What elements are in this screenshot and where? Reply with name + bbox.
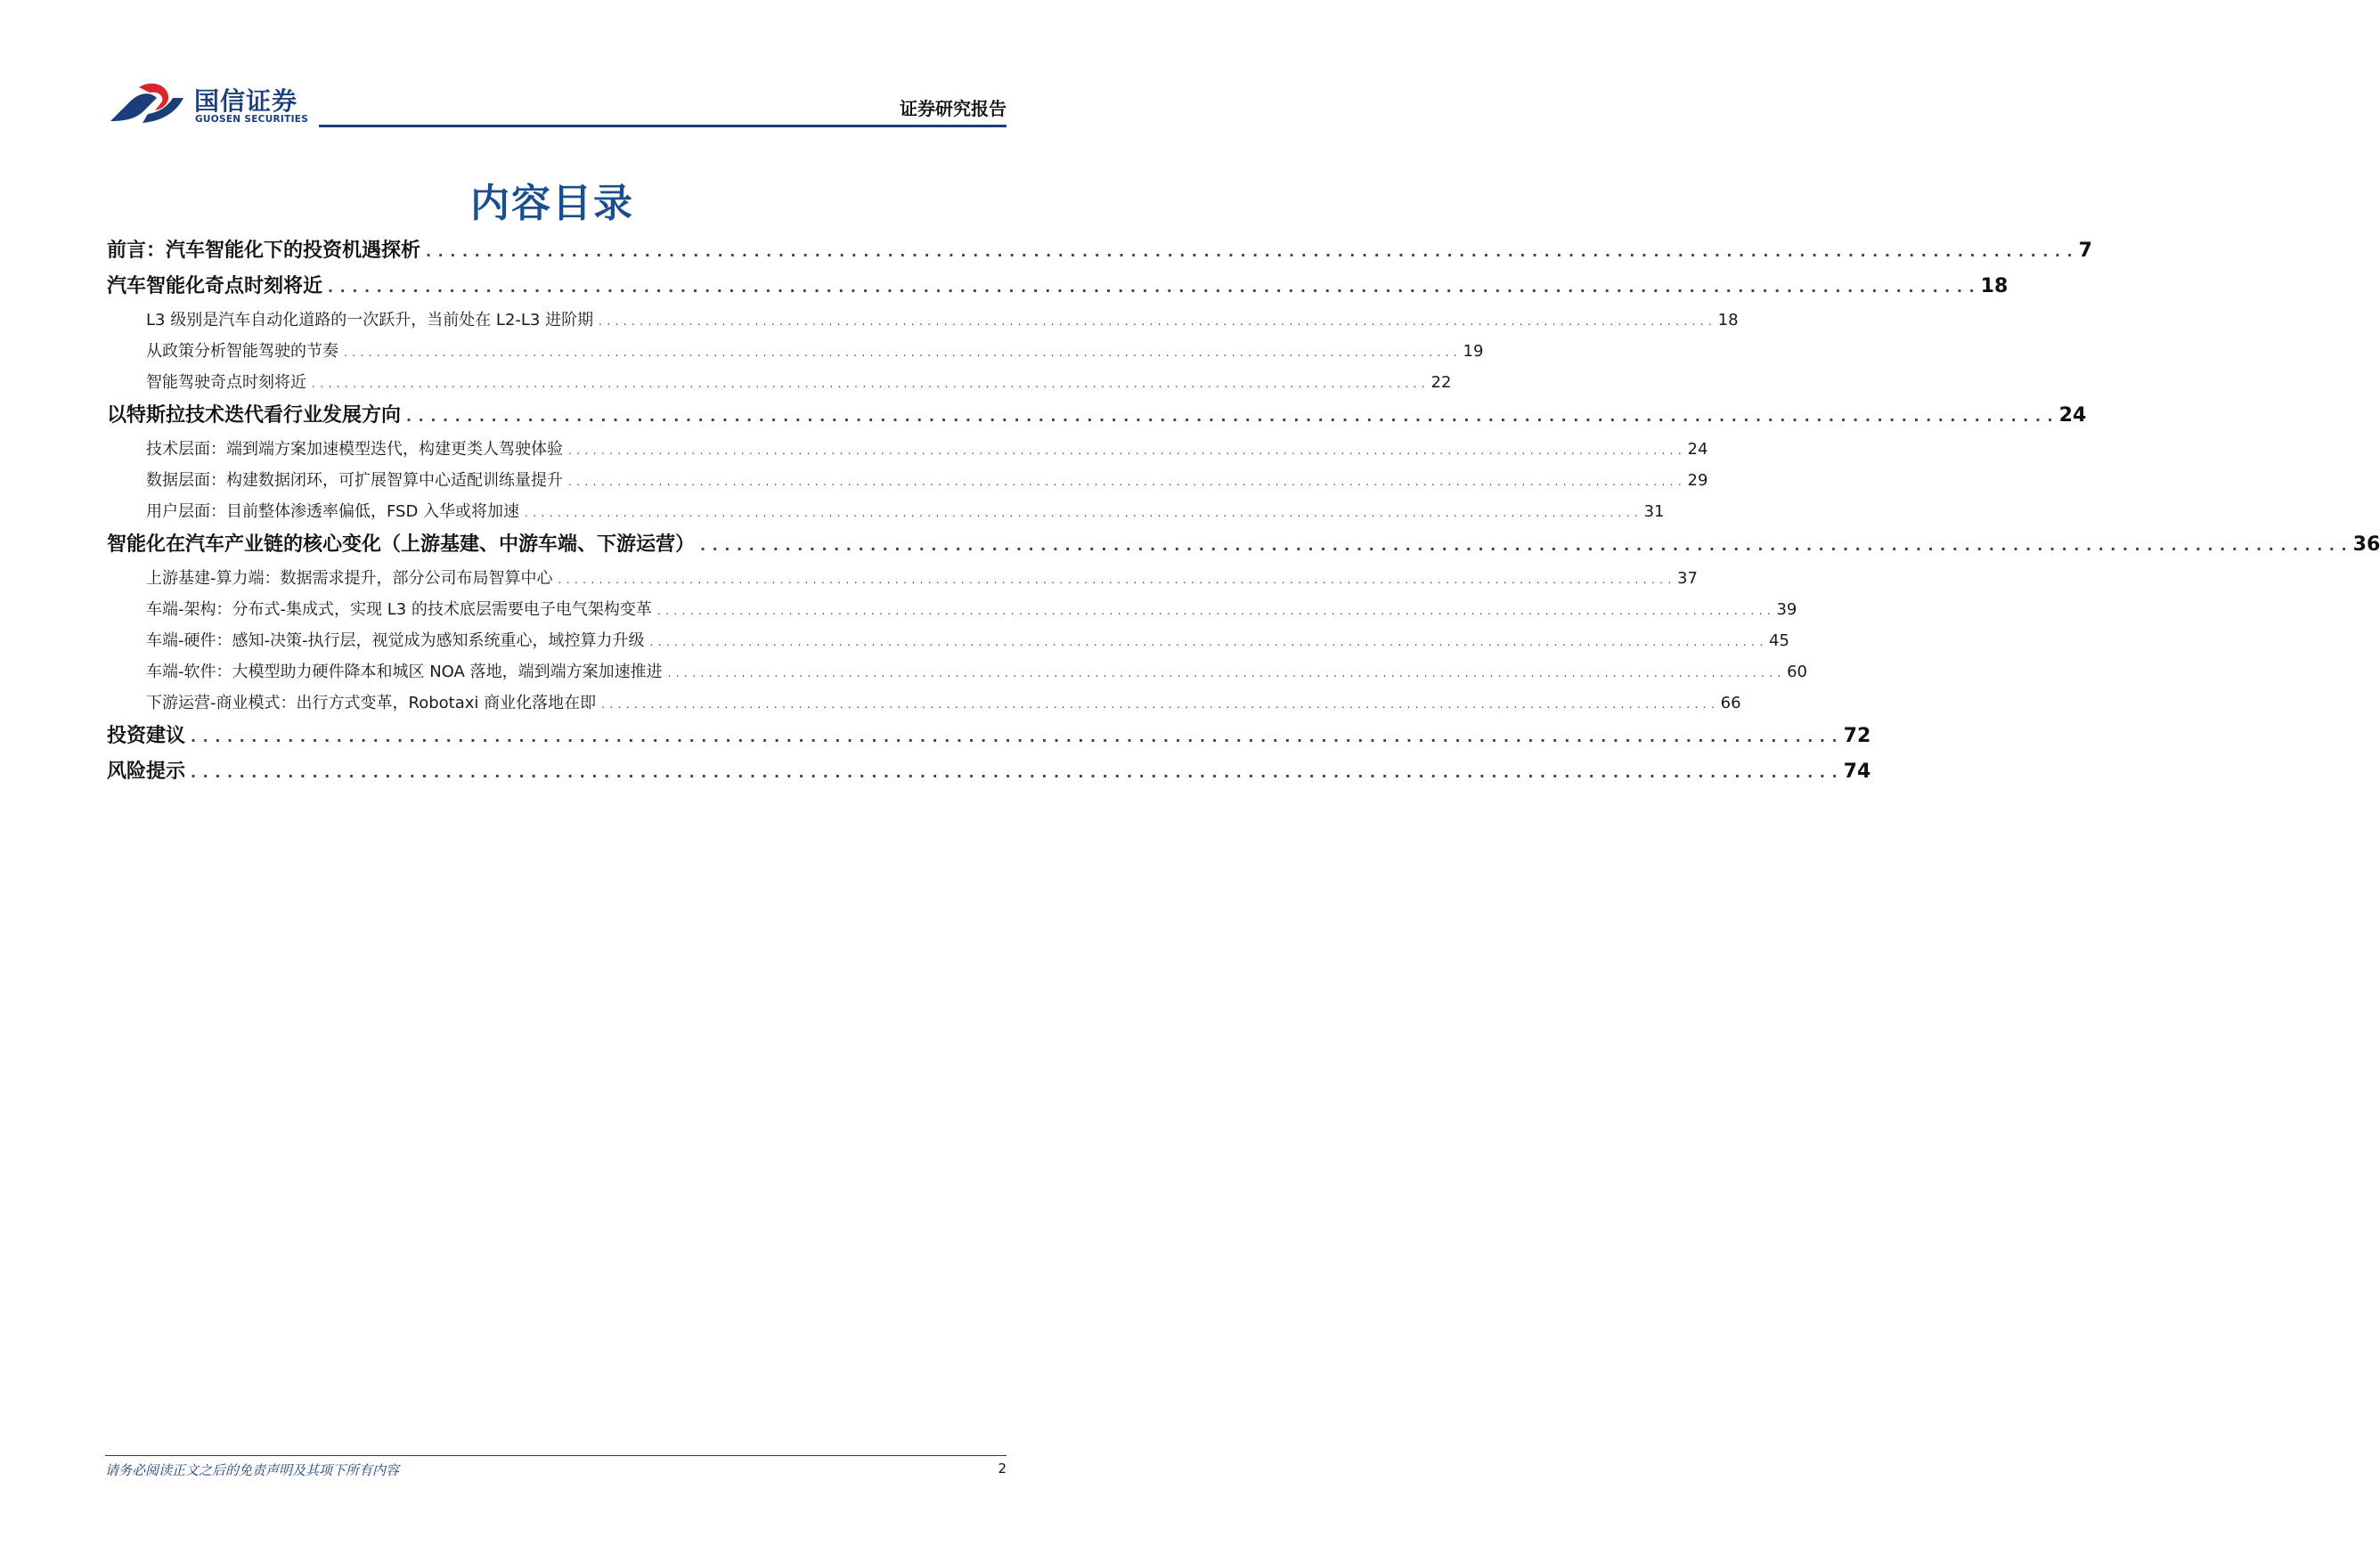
toc-entry-page: 24 [2058, 404, 2087, 427]
toc-entry-level2[interactable] [107, 367, 1452, 398]
toc-title: 内容目录 [470, 181, 634, 226]
toc-entry-label: 数据层面：构建数据闭环，可扩展智算中心适配训练量提升 [146, 471, 563, 490]
toc-entry-label: 车端-架构：分布式-集成式，实现 L3 的技术底层需要电子电气架构变革 [146, 600, 652, 619]
toc-entry-page: 29 [1687, 471, 1708, 490]
toc-entry-level1[interactable] [107, 233, 2092, 269]
toc-entry-level2[interactable] [107, 465, 1708, 496]
toc-entry-page: 18 [1717, 311, 1739, 329]
toc-entry-page: 37 [1677, 569, 1698, 588]
logo-chinese-name: 国信证券 [194, 86, 298, 116]
toc-entry-level2[interactable] [107, 563, 1698, 594]
toc-entry-label: 前言：汽车智能化下的投资机遇探析 [107, 240, 421, 262]
dot-leader [558, 565, 1673, 596]
toc-entry-level1[interactable] [107, 398, 2087, 434]
dot-leader [668, 658, 1782, 689]
toc-entry-label: 车端-软件：大模型助力硬件降本和城区 NOA 落地，端到端方案加速推进 [146, 663, 663, 681]
guosen-logo-icon [109, 82, 185, 126]
dot-leader [426, 234, 2074, 270]
toc-entry-level1[interactable] [107, 269, 2009, 305]
dot-leader [599, 306, 1713, 338]
toc-entry-label: 下游运营-商业模式：出行方式变革，Robotaxi 商业化落地在即 [146, 694, 597, 712]
toc-entry-level2[interactable] [107, 625, 1789, 656]
toc-entry-level2[interactable] [107, 305, 1739, 336]
toc-entry-page: 24 [1687, 440, 1708, 459]
toc-entry-level2[interactable] [107, 434, 1708, 465]
dot-leader [525, 498, 1639, 529]
toc-entry-page: 72 [1843, 725, 1871, 747]
toc-entry-level1[interactable] [107, 719, 1871, 754]
toc-entry-page: 36 [2352, 533, 2380, 556]
toc-entry-label: 技术层面：端到端方案加速模型迭代，构建更类人驾驶体验 [146, 440, 563, 459]
toc-entry-page: 60 [1787, 663, 1807, 681]
toc-entry-level2[interactable] [107, 336, 1484, 367]
footer-divider [105, 1455, 1007, 1456]
toc-entry-label: 投资建议 [107, 725, 186, 747]
dot-leader [568, 435, 1683, 467]
page-number: 2 [998, 1460, 1007, 1477]
toc-entry-page: 7 [2078, 240, 2092, 262]
toc-entry-label: 智能驾驶奇点时刻将近 [146, 373, 306, 392]
toc-entry-level2[interactable] [107, 656, 1807, 687]
toc-entry-label: 以特斯拉技术迭代看行业发展方向 [107, 404, 402, 427]
dot-leader [700, 528, 2348, 564]
dot-leader [601, 689, 1716, 720]
header-divider [319, 125, 1007, 127]
dot-leader [568, 467, 1683, 498]
dot-leader [406, 399, 2054, 435]
dot-leader [328, 270, 1976, 305]
logo-english-name: GUOSEN SECURITIES [195, 114, 309, 125]
toc-entry-level2[interactable] [107, 496, 1665, 527]
dot-leader [191, 755, 1838, 791]
dot-leader [312, 369, 1426, 400]
toc-entry-level2[interactable] [107, 594, 1797, 625]
dot-leader [657, 596, 1772, 627]
toc-entry-page: 39 [1776, 600, 1797, 619]
toc-entry-page: 18 [1980, 275, 2009, 297]
toc-entry-page: 74 [1843, 761, 1871, 783]
report-type-label: 证券研究报告 [900, 98, 1007, 119]
toc-entry-page: 31 [1643, 502, 1665, 521]
dot-leader [191, 720, 1838, 755]
dot-leader [649, 627, 1764, 658]
toc-entry-label: 智能化在汽车产业链的核心变化（上游基建、中游车端、下游运营） [107, 533, 696, 556]
toc-entry-level2[interactable] [107, 687, 1741, 719]
toc-entry-level1[interactable] [107, 527, 2380, 563]
toc-entry-label: 用户层面：目前整体渗透率偏低，FSD 入华或将加速 [146, 502, 520, 521]
footer-disclaimer: 请务必阅读正文之后的免责声明及其项下所有内容 [105, 1462, 400, 1478]
toc-entry-page: 66 [1720, 694, 1741, 712]
toc-entry-label: 从政策分析智能驾驶的节奏 [146, 342, 338, 361]
toc-entry-page: 45 [1769, 631, 1789, 650]
toc-entry-label: 车端-硬件：感知-决策-执行层，视觉成为感知系统重心，域控算力升级 [146, 631, 645, 650]
page-header [105, 78, 1007, 132]
toc-entry-label: L3 级别是汽车自动化道路的一次跃升，当前处在 L2-L3 进阶期 [146, 311, 594, 329]
table-of-contents [107, 233, 2380, 790]
toc-entry-label: 汽车智能化奇点时刻将近 [107, 275, 323, 297]
toc-entry-label: 上游基建-算力端：数据需求提升，部分公司布局智算中心 [146, 569, 553, 588]
toc-entry-label: 风险提示 [107, 761, 186, 783]
toc-entry-page: 22 [1430, 373, 1452, 392]
toc-entry-level1[interactable] [107, 754, 1871, 790]
toc-entry-page: 19 [1463, 342, 1484, 361]
dot-leader [344, 338, 1458, 369]
